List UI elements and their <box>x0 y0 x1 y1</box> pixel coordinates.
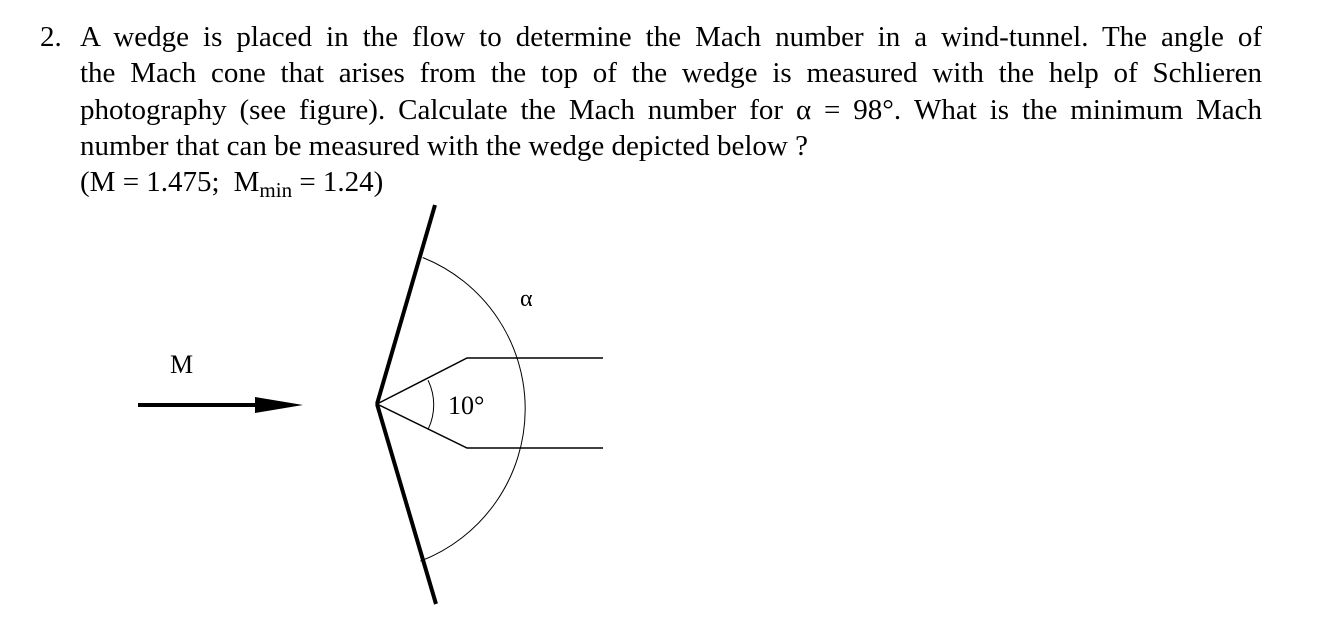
mach-line-upper <box>377 205 435 404</box>
answer-min-subscript: min <box>259 178 293 202</box>
flow-arrow-head <box>255 397 303 413</box>
problem-text-line-1: A wedge is placed in the flow to determine the Mach number in a wind-tunnel. The angle of <box>80 21 1262 53</box>
wedge-outline <box>377 358 603 448</box>
answer-min-value: = 1.24) <box>292 166 384 198</box>
mach-angle-label: α <box>520 286 533 312</box>
flow-mach-label: M <box>170 350 194 379</box>
problem-text-line-2: the Mach cone that arises from the top of the wedge is measured with the help of Schlieren <box>80 57 1262 89</box>
mach-line-lower <box>377 404 436 604</box>
answer-mach: (M = 1.475; <box>80 166 220 198</box>
problem-text-line-3: photography (see figure). Calculate the Mach number for α = 98°. What is the minimum Mach <box>80 94 1262 126</box>
answer-min-symbol: M <box>233 166 260 198</box>
wedge-angle-label: 10° <box>448 391 485 420</box>
wedge-angle-arc <box>428 380 434 428</box>
problem-number: 2. <box>40 21 62 53</box>
problem-text-line-4: number that can be measured with the wedge depicted below ? <box>80 130 808 162</box>
